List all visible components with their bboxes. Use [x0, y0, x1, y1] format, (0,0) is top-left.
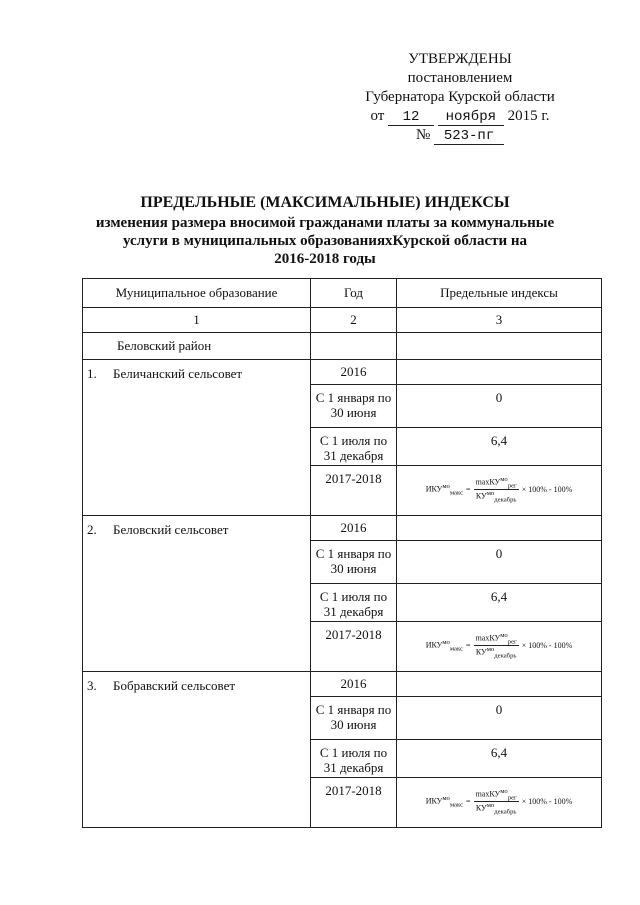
formula-lhs: $ИКУ^{мо}_{макс}$	[425, 483, 464, 497]
approval-no: №	[415, 127, 431, 143]
formula-denominator: $КУ^{мо}_{декабрь}$	[475, 802, 517, 816]
formula-fraction	[474, 632, 519, 660]
period-cell: С 1 января по 30 июня	[311, 697, 397, 740]
approval-decree: постановлением	[407, 70, 513, 86]
formula-fraction	[474, 476, 519, 504]
formula-numerator: maxКУ$^{мо}_{рег}$	[475, 476, 517, 490]
approval-number-line	[340, 126, 580, 145]
subtitle-line-2: услуги в муниципальных образованияхКурской области на	[122, 233, 528, 249]
col-number-1: 1	[83, 308, 311, 333]
formula-cell	[397, 778, 602, 828]
header-year: Год	[311, 279, 397, 308]
table-row	[83, 360, 602, 385]
col-number-3: 3	[397, 308, 602, 333]
municipality-number: 2.	[87, 522, 97, 537]
period-cell: С 1 января по 30 июня	[311, 541, 397, 584]
approval-authority: Губернатора Курской области	[365, 89, 555, 105]
approval-from: от	[370, 108, 385, 124]
approval-number: 523-пг	[434, 129, 504, 145]
formula-denominator: $КУ^{мо}_{декабрь}$	[475, 490, 517, 504]
formula-cell	[397, 466, 602, 516]
formula-fraction	[474, 788, 519, 816]
header-municipality: Муниципальное образование	[83, 279, 311, 308]
header-indices: Предельные индексы	[397, 279, 602, 308]
subtitle-line-1: изменения размера вносимой гражданами платы за коммунальные	[95, 215, 555, 231]
subtitle-line-3: 2016-2018 годы	[274, 251, 376, 267]
index-formula	[401, 622, 597, 660]
approval-day: 12	[388, 110, 434, 126]
index-formula	[401, 466, 597, 504]
table-row	[83, 672, 602, 697]
municipality-name: Беловский сельсовет	[113, 522, 229, 537]
index-value: 6,4	[397, 428, 602, 466]
municipality-cell	[83, 516, 311, 672]
formula-eq: =	[466, 485, 471, 495]
period-cell: С 1 июля по 31 декабря	[311, 740, 397, 778]
formula-tail: × 100% - 100%	[521, 797, 573, 807]
index-formula	[401, 778, 597, 816]
year-cell: 2016	[311, 360, 397, 385]
municipality-name: Беличанский сельсовет	[113, 366, 243, 381]
approval-date	[340, 107, 580, 126]
indices-table	[82, 278, 602, 828]
index-value: 0	[397, 385, 602, 428]
period-cell: С 1 июля по 31 декабря	[311, 584, 397, 622]
table-row	[83, 516, 602, 541]
municipality-name: Бобравский сельсовет	[113, 678, 236, 693]
formula-numerator: maxКУ$^{мо}_{рег}$	[475, 632, 517, 646]
year-cell: 2016	[311, 672, 397, 697]
doc-subtitle	[60, 214, 590, 268]
municipality-cell	[83, 672, 311, 828]
formula-numerator: maxКУ$^{мо}_{рег}$	[475, 788, 517, 802]
year-range-cell: 2017-2018	[311, 778, 397, 828]
index-value: 0	[397, 697, 602, 740]
municipality-number: 3.	[87, 678, 97, 693]
municipality-cell	[83, 360, 311, 516]
formula-tail: × 100% - 100%	[521, 641, 573, 651]
period-cell: С 1 января по 30 июня	[311, 385, 397, 428]
formula-tail: × 100% - 100%	[521, 485, 573, 495]
doc-title: ПРЕДЕЛЬНЫЕ (МАКСИМАЛЬНЫЕ) ИНДЕКСЫ	[140, 194, 510, 211]
index-value: 0	[397, 541, 602, 584]
municipality-number: 1.	[87, 366, 97, 381]
formula-cell	[397, 622, 602, 672]
year-range-cell: 2017-2018	[311, 466, 397, 516]
year-cell: 2016	[311, 516, 397, 541]
approval-stamp	[340, 50, 580, 145]
approval-year: 2015 г.	[507, 108, 550, 124]
year-range-cell: 2017-2018	[311, 622, 397, 672]
formula-eq: =	[466, 641, 471, 651]
district-name: Беловский район	[83, 333, 311, 360]
period-cell: С 1 июля по 31 декабря	[311, 428, 397, 466]
index-value: 6,4	[397, 584, 602, 622]
approval-month: ноября	[438, 110, 504, 126]
col-number-2: 2	[311, 308, 397, 333]
formula-eq: =	[466, 797, 471, 807]
formula-lhs: $ИКУ^{мо}_{макс}$	[425, 795, 464, 809]
approval-heading: УТВЕРЖДЕНЫ	[408, 51, 512, 67]
index-value: 6,4	[397, 740, 602, 778]
formula-denominator: $КУ^{мо}_{декабрь}$	[475, 646, 517, 660]
formula-lhs: $ИКУ^{мо}_{макс}$	[425, 639, 464, 653]
